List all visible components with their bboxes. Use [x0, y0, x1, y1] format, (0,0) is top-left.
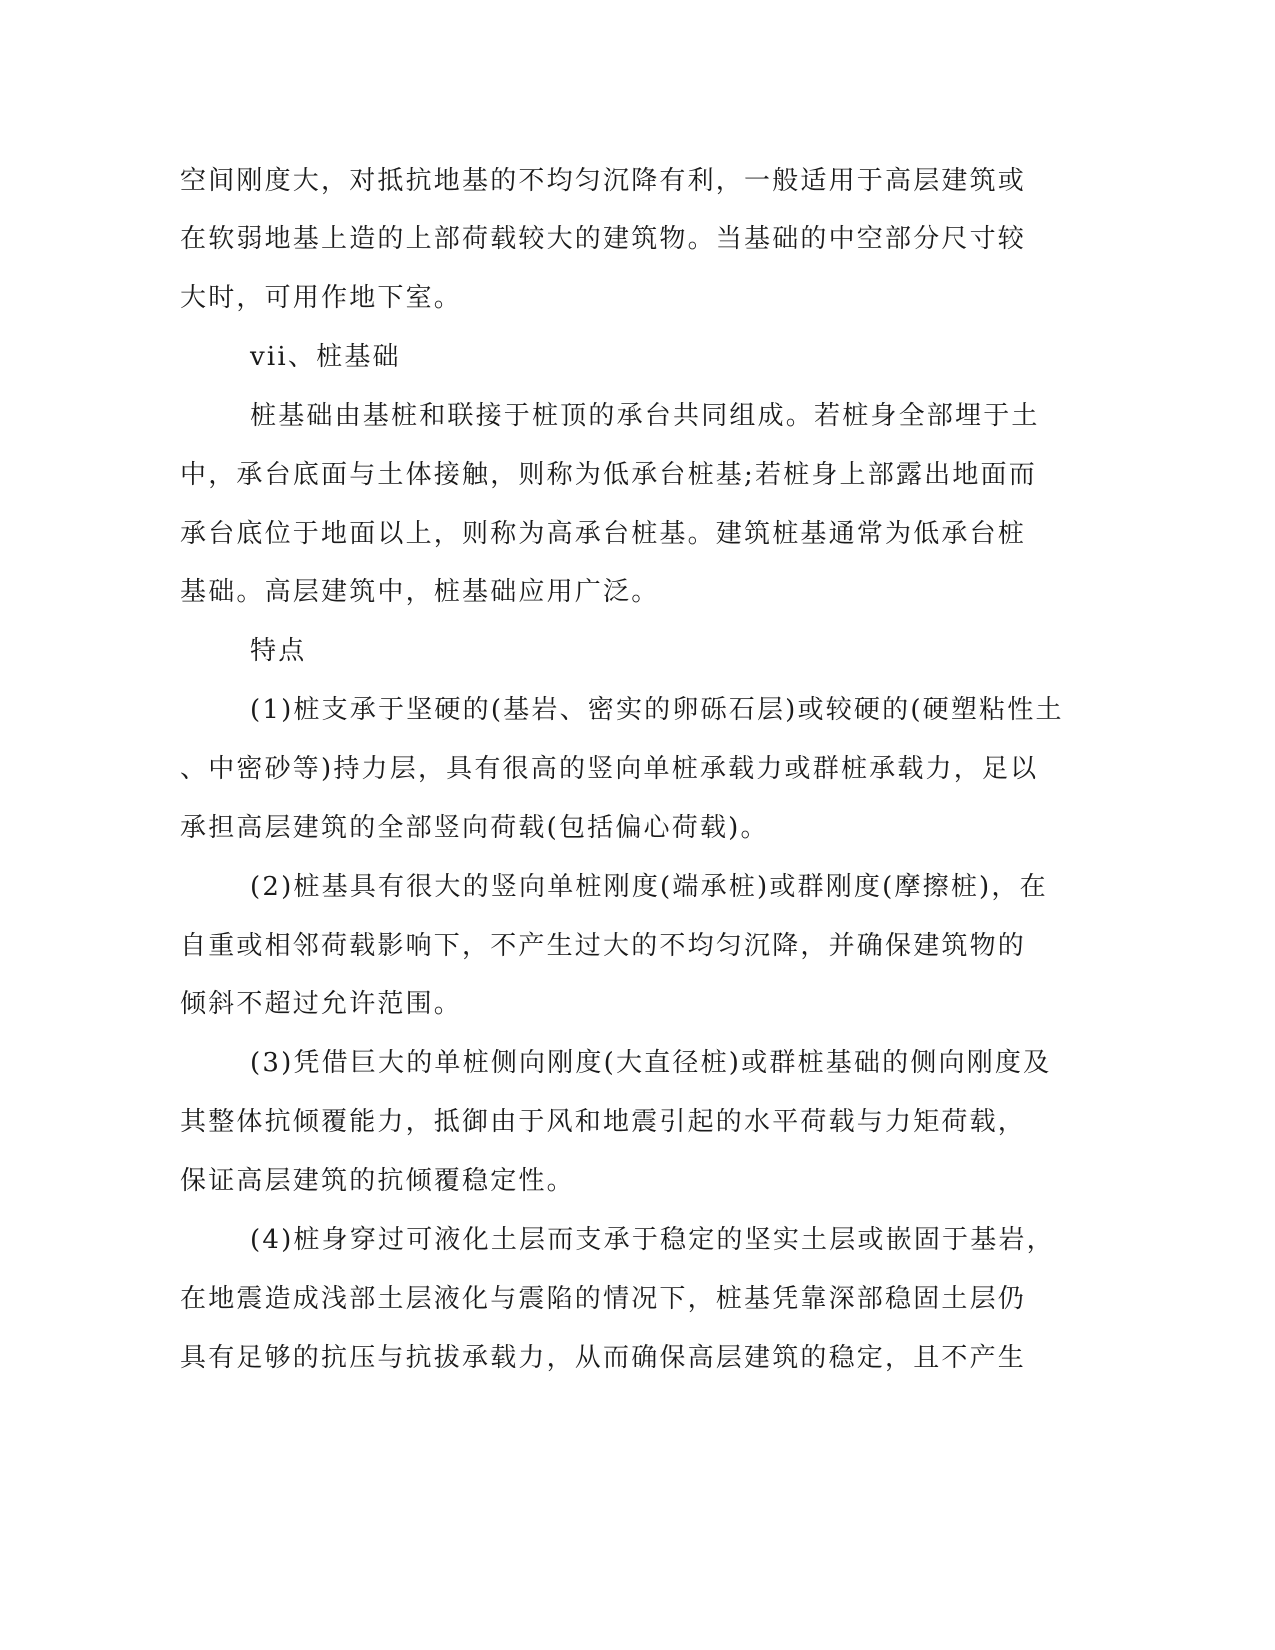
- section-heading: vii、桩基础: [250, 342, 401, 372]
- text-line: 、中密砂等)持力层，具有很高的竖向单桩承载力或群桩承载力，足以: [180, 754, 1039, 784]
- text-line: 大时，可用作地下室。: [180, 283, 463, 313]
- text-line: 在地震造成浅部土层液化与震陷的情况下，桩基凭靠深部稳固土层仍: [180, 1284, 1027, 1314]
- text-line: 保证高层建筑的抗倾覆稳定性。: [180, 1166, 575, 1196]
- text-line: 具有足够的抗压与抗拔承载力，从而确保高层建筑的稳定，且不产生: [180, 1343, 1027, 1373]
- text-line: 基础。高层建筑中，桩基础应用广泛。: [180, 577, 660, 607]
- subsection-heading: 特点: [250, 636, 307, 666]
- text-line: 倾斜不超过允许范围。: [180, 989, 463, 1019]
- text-line: 中，承台底面与土体接触，则称为低承台桩基;若桩身上部露出地面而: [180, 460, 1037, 490]
- text-line: (2)桩基具有很大的竖向单桩刚度(端承桩)或群刚度(摩擦桩)，在: [250, 872, 1048, 902]
- text-line: 自重或相邻荷载影响下，不产生过大的不均匀沉降，并确保建筑物的: [180, 931, 1027, 961]
- text-line: 其整体抗倾覆能力，抵御由于风和地震引起的水平荷载与力矩荷载，: [180, 1107, 1027, 1137]
- text-line: 承台底位于地面以上，则称为高承台桩基。建筑桩基通常为低承台桩: [180, 519, 1027, 549]
- text-line: (3)凭借巨大的单桩侧向刚度(大直径桩)或群桩基础的侧向刚度及: [250, 1048, 1052, 1078]
- text-line: 在软弱地基上造的上部荷载较大的建筑物。当基础的中空部分尺寸较: [180, 224, 1027, 254]
- text-line: 桩基础由基桩和联接于桩顶的承台共同组成。若桩身全部埋于土: [250, 401, 1040, 431]
- text-line: (1)桩支承于坚硬的(基岩、密实的卵砾石层)或较硬的(硬塑粘性土: [250, 695, 1064, 725]
- text-line: (4)桩身穿过可液化土层而支承于稳定的坚实土层或嵌固于基岩，: [250, 1225, 1055, 1255]
- text-line: 承担高层建筑的全部竖向荷载(包括偏心荷载)。: [180, 813, 769, 843]
- text-line: 空间刚度大，对抵抗地基的不均匀沉降有利，一般适用于高层建筑或: [180, 166, 1027, 196]
